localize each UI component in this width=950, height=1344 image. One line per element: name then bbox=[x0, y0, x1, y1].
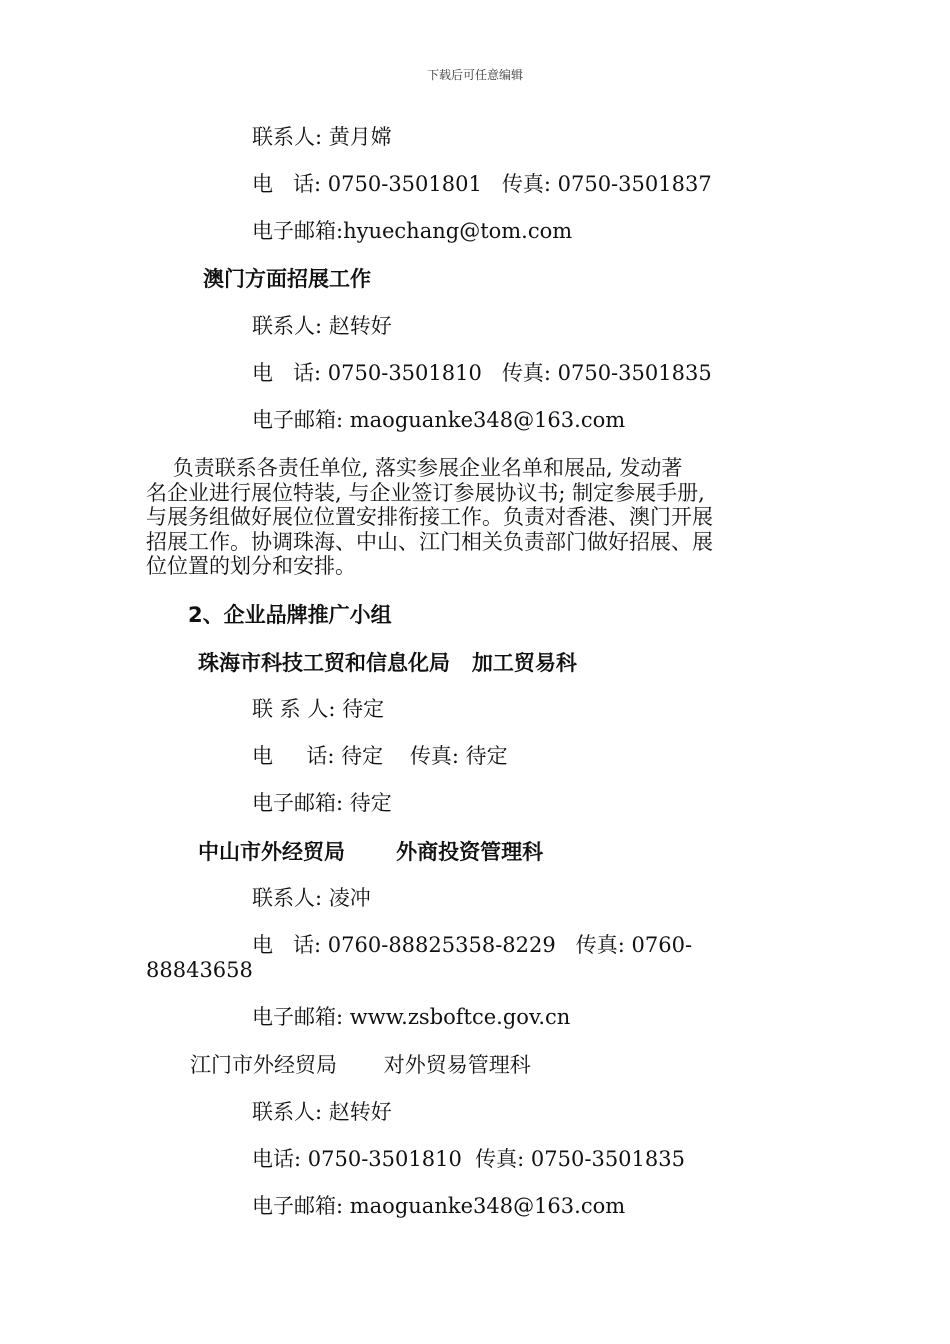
contact-person: 联 系 人: 待定 bbox=[252, 697, 385, 721]
contact-person: 联系人: 赵转好 bbox=[252, 1100, 392, 1124]
section-title-zhuhai: 珠海市科技工贸和信息化局 加工贸易科 bbox=[198, 651, 577, 675]
paragraph-line: 名企业进行展位特装, 与企业签订参展协议书; 制定参展手册, bbox=[146, 480, 705, 505]
phone-fax: 电 话: 0750-3501801 传真: 0750-3501837 bbox=[252, 172, 712, 196]
contact-person: 联系人: 赵转好 bbox=[252, 314, 392, 338]
phone-fax: 电 话: 0760-88825358-8229 传真: 0760- bbox=[252, 933, 693, 957]
contact-person: 联系人: 凌冲 bbox=[252, 886, 371, 910]
email: 电子邮箱: maoguanke348@163.com bbox=[252, 1194, 626, 1218]
phone-fax: 电话: 0750-3501810 传真: 0750-3501835 bbox=[252, 1147, 685, 1171]
section-title-zhongshan: 中山市外经贸局 外商投资管理科 bbox=[198, 840, 544, 864]
section-heading-brand-promotion: 2、企业品牌推广小组 bbox=[188, 603, 392, 627]
section-title-jiangmen: 江门市外经贸局 对外贸易管理科 bbox=[190, 1053, 531, 1077]
paragraph-line: 负责联系各责任单位, 落实参展企业名单和展品, 发动著 bbox=[146, 456, 683, 480]
email: 电子邮箱:hyuechang@tom.com bbox=[252, 219, 573, 243]
contact-person: 联系人: 黄月嫦 bbox=[252, 125, 392, 149]
email: 电子邮箱: www.zsboftce.gov.cn bbox=[252, 1005, 571, 1029]
phone-fax: 电 话: 待定 传真: 待定 bbox=[252, 744, 508, 768]
phone-fax: 电 话: 0750-3501810 传真: 0750-3501835 bbox=[252, 361, 712, 385]
email: 电子邮箱: 待定 bbox=[252, 791, 392, 815]
responsibility-paragraph bbox=[146, 456, 806, 579]
section-title-macau: 澳门方面招展工作 bbox=[203, 267, 371, 291]
paragraph-line: 招展工作。协调珠海、中山、江门相关负责部门做好招展、展 bbox=[146, 529, 713, 554]
paragraph-line: 与展务组做好展位位置安排衔接工作。负责对香港、澳门开展 bbox=[146, 505, 713, 529]
email: 电子邮箱: maoguanke348@163.com bbox=[252, 408, 626, 432]
fax-continuation: 88843658 bbox=[146, 958, 253, 982]
page-header: 下载后可任意编辑 bbox=[426, 68, 523, 82]
paragraph-line: 位位置的划分和安排。 bbox=[146, 554, 356, 578]
